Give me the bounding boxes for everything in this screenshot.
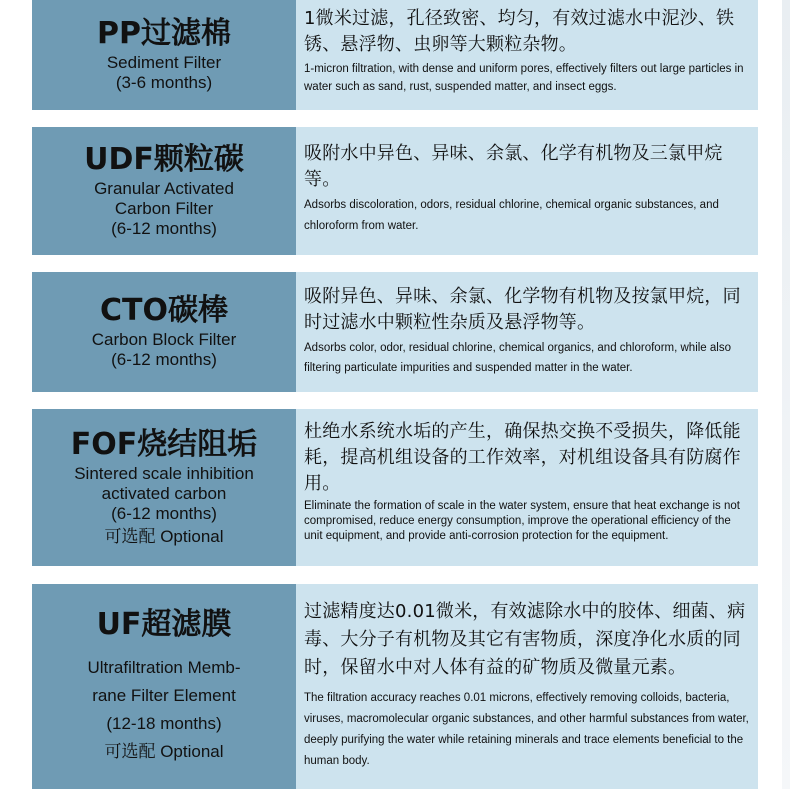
filter-card-fof	[32, 409, 758, 566]
filter-lifespan: (6-12 months)	[111, 504, 217, 523]
filter-name-panel	[32, 0, 296, 110]
filter-description-panel	[296, 127, 758, 255]
filter-subtitle-line: Sediment Filter	[106, 53, 222, 72]
filter-card-udf	[32, 127, 758, 255]
filter-description-panel	[296, 0, 758, 110]
filter-description-en: 1-micron filtration, with dense and uniform pores, effectively filters out large particles in water such as sand, rust, suspended matter, and insect eggs.	[304, 63, 744, 93]
filter-description-zh: 过滤精度达0.01微米，有效滤除水中的胶体、细菌、病毒、大分子有机物及其它有害物质，深度净化水质的同时，保留水中对人体有益的矿物质及微量元素。	[304, 601, 746, 678]
filter-description-en: Adsorbs discoloration, odors, residual chlorine, chemical organic substances, and chloroform from water.	[304, 199, 719, 232]
filter-title: CTO碳棒	[100, 293, 228, 328]
filter-lifespan: (6-12 months)	[111, 219, 217, 238]
filter-title: UF超滤膜	[96, 606, 232, 642]
filter-name-panel	[32, 409, 296, 566]
filter-description-en: The filtration accuracy reaches 0.01 microns, effectively removing colloids, bacteria, viruses, macromolecular organic substances, and other harmful substances from water, deeply purifying the water while retaining minerals and trace elements beneficial to the human body.	[304, 692, 749, 767]
filter-subtitle-line: Granular Activated	[94, 179, 234, 198]
filter-subtitle-line: Sintered scale inhibition	[74, 464, 254, 483]
filter-name-panel	[32, 127, 296, 255]
filter-title: PP过滤棉	[97, 16, 231, 51]
background-strip	[782, 0, 790, 789]
filter-description-panel	[296, 272, 758, 392]
filter-name-panel	[32, 272, 296, 392]
filter-description-panel	[296, 409, 758, 566]
filter-subtitle-line: Carbon Block Filter	[91, 330, 237, 349]
filter-description-en: Eliminate the formation of scale in the water system, ensure that heat exchange is not compromised, reduce energy consumption, improve the operational efficiency of the unit equipment, and provide anti-corrosion protection for the equipment.	[304, 500, 740, 542]
filter-subtitle-line: Carbon Filter	[114, 199, 214, 218]
filter-card-pp	[32, 0, 758, 110]
filter-description-panel	[296, 584, 758, 789]
filter-description-en: Adsorbs color, odor, residual chlorine, chemical organics, and chloroform, while also filtering particulate impurities and suspended matter in the water.	[304, 342, 731, 374]
filter-description-zh: 杜绝水系统水垢的产生，确保热交换不受损失，降低能耗，提高机组设备的工作效率，对机组设备具有防腐作用。	[304, 421, 741, 494]
filter-card-uf	[32, 584, 758, 789]
filter-description-zh: 吸附水中异色、异味、余氯、化学有机物及三氯甲烷等。	[304, 143, 723, 190]
filter-name-panel	[32, 584, 296, 789]
filter-title: UDF颗粒碳	[84, 142, 244, 177]
filter-title: FOF烧结阻垢	[70, 427, 258, 462]
optional-tag: 可选配 Optional	[104, 741, 224, 761]
filter-card-cto	[32, 272, 758, 392]
filter-subtitle-line: activated carbon	[101, 484, 227, 503]
filter-lifespan: (12-18 months)	[106, 713, 222, 733]
filter-subtitle-line: rane Filter Element	[92, 685, 236, 705]
filter-lifespan: (6-12 months)	[111, 350, 217, 369]
filter-description-zh: 1微米过滤，孔径致密、均匀，有效过滤水中泥沙、铁锈、悬浮物、虫卵等大颗粒杂物。	[304, 8, 735, 55]
filter-lifespan: (3-6 months)	[115, 73, 213, 92]
filter-description-zh: 吸附异色、异味、余氯、化学物有机物及按氯甲烷，同时过滤水中颗粒性杂质及悬浮物等。	[304, 286, 741, 333]
filter-subtitle-line: Ultrafiltration Memb-	[87, 657, 241, 677]
optional-tag: 可选配 Optional	[104, 527, 224, 546]
